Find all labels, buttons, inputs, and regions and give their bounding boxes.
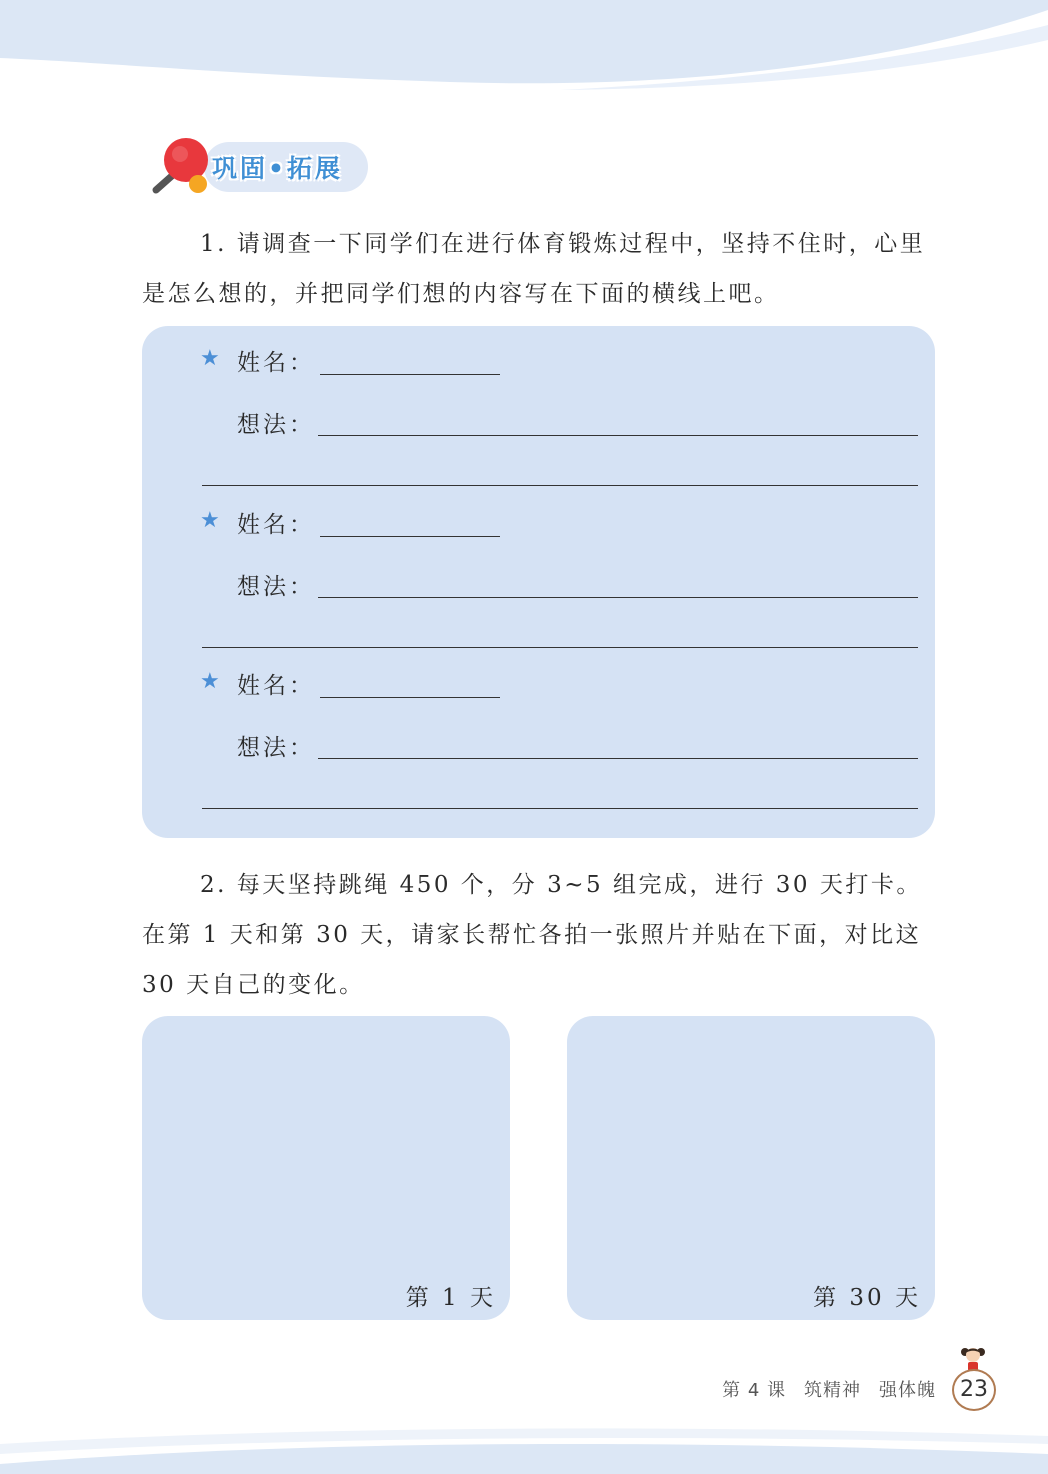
section-title: 巩固•拓展: [212, 154, 343, 183]
top-wave-decoration: [0, 0, 1048, 100]
lesson-number: 第 4 课: [722, 1380, 786, 1401]
question-2-text: 2. 每天坚持跳绳 450 个，分 3~5 组完成，进行 30 天打卡。在第 1 天和第 30 天，请家长帮忙各拍一张照片并贴在下面，对比这 30 天自己的变化。: [142, 872, 922, 998]
idea-label: 想法：: [237, 735, 315, 761]
idea-line[interactable]: [318, 758, 918, 759]
idea-line[interactable]: [318, 435, 918, 436]
photo-caption: 第 30 天: [813, 1285, 921, 1311]
idea-label: 想法：: [237, 574, 315, 600]
page-number: 23: [952, 1369, 996, 1411]
name-label: 姓名：: [237, 350, 315, 376]
name-line[interactable]: [320, 697, 500, 698]
idea-line[interactable]: [318, 597, 918, 598]
lesson-title-1: 筑精神: [804, 1380, 861, 1401]
star-icon: ★: [200, 508, 220, 533]
section-header: [148, 134, 378, 204]
survey-entry: [142, 649, 935, 809]
photo-box-day-1[interactable]: [142, 1016, 510, 1320]
idea-line-2[interactable]: [202, 485, 918, 486]
photo-box-day-30[interactable]: [567, 1016, 935, 1320]
ping-pong-paddle-icon: [148, 134, 218, 199]
idea-line-2[interactable]: [202, 808, 918, 809]
star-icon: ★: [200, 669, 220, 694]
page-footer: [704, 1376, 936, 1402]
idea-line-2[interactable]: [202, 647, 918, 648]
idea-label: 想法：: [237, 412, 315, 438]
name-label: 姓名：: [237, 673, 315, 699]
survey-panel: [142, 326, 935, 838]
name-line[interactable]: [320, 536, 500, 537]
question-1-text: 1. 请调查一下同学们在进行体育锻炼过程中，坚持不住时，心里是怎么想的，并把同学们想的内容写在下面的横线上吧。: [142, 231, 926, 307]
photo-caption: 第 1 天: [405, 1285, 496, 1311]
bottom-wave-decoration: [0, 1414, 1048, 1474]
lesson-title-2: 强体魄: [879, 1380, 936, 1401]
name-label: 姓名：: [237, 512, 315, 538]
survey-entry: [142, 326, 935, 486]
name-line[interactable]: [320, 374, 500, 375]
star-icon: ★: [200, 346, 220, 371]
survey-entry: [142, 488, 935, 648]
